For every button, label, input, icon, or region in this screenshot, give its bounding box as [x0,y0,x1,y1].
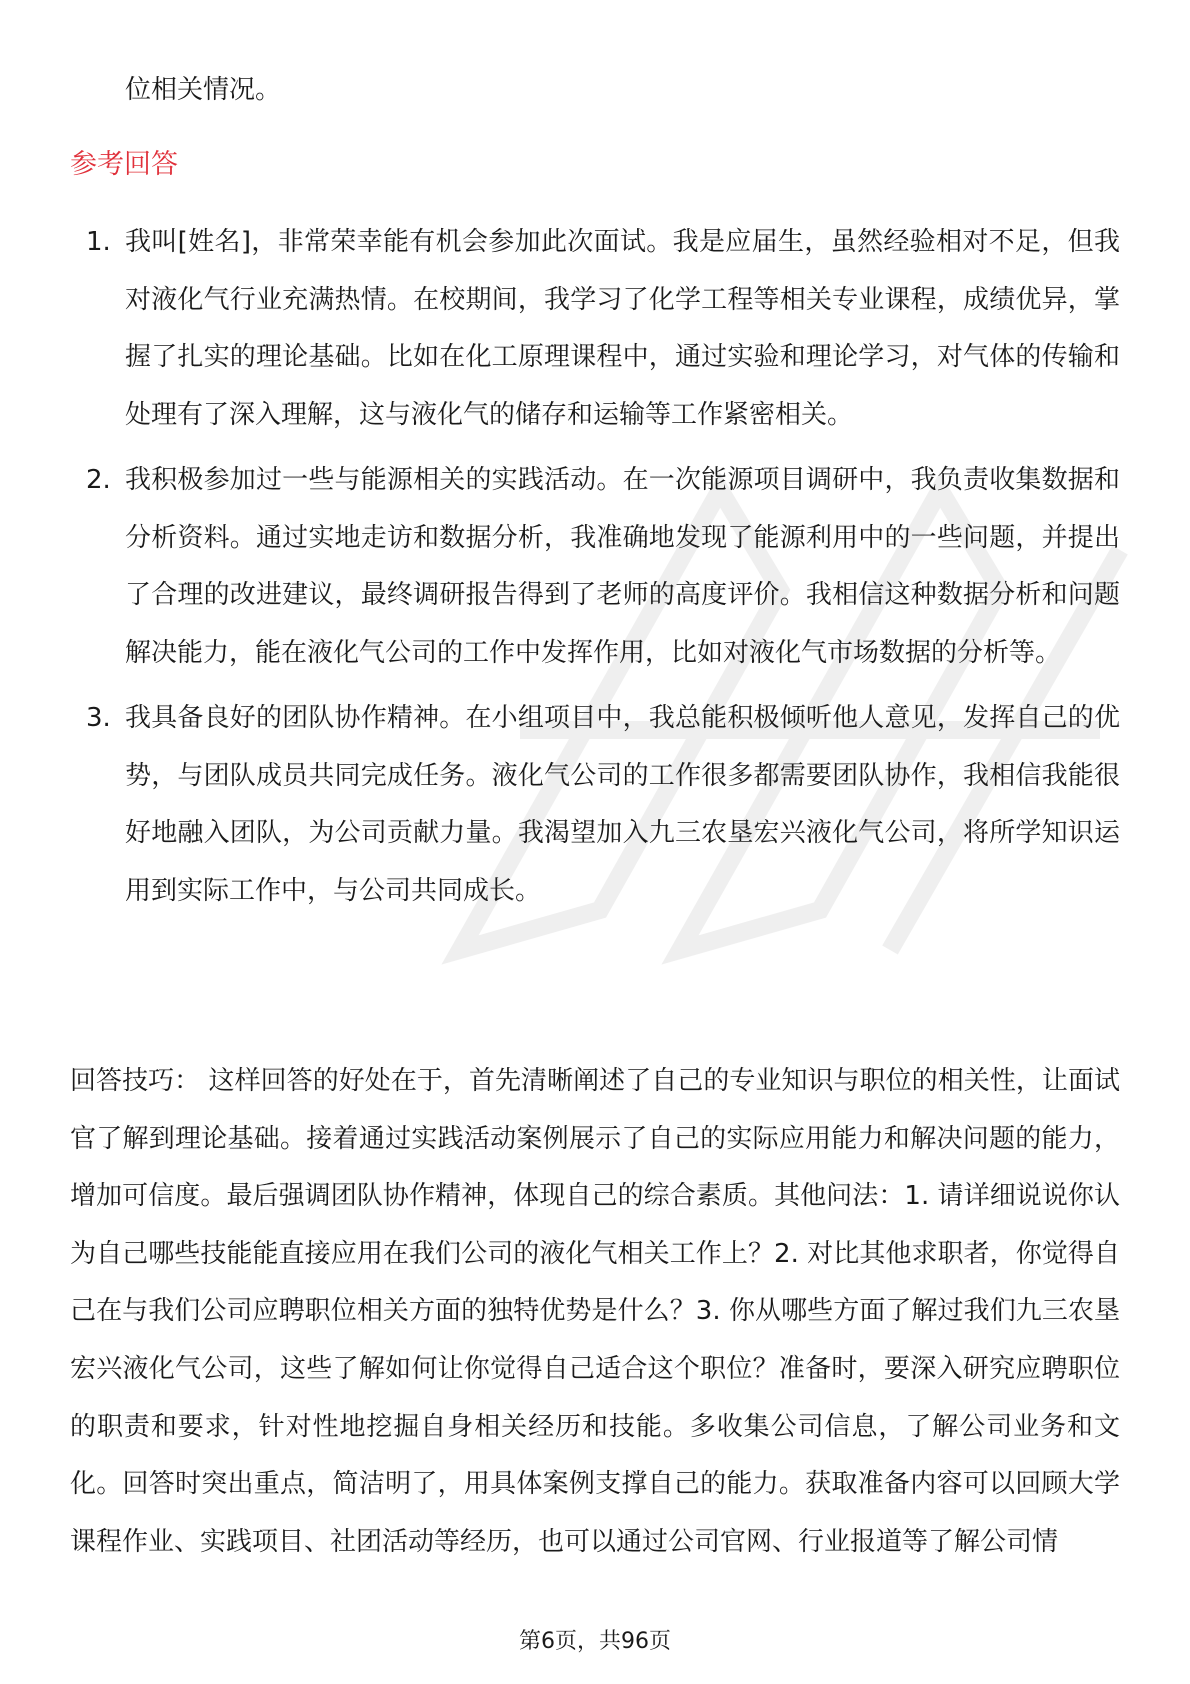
list-item [0,452,1190,682]
list-item-number: 2. [86,465,111,495]
list-item-text: 我积极参加过一些与能源相关的实践活动。在一次能源项目调研中，我负责收集数据和分析资料。通过实地走访和数据分析，我准确地发现了能源利用中的一些问题，并提出了合理的改进建议，最终调研报告得到了老师的高度评价。我相信这种数据分析和问题解决能力，能在液化气公司的工作中发挥作用，比如对液化气市场数据的分析等。 [125,465,1120,668]
list-item-number: 3. [86,703,111,733]
list-item-number: 1. [86,227,111,257]
section-heading: 参考回答 [70,149,178,180]
list-item [0,214,1190,444]
continuation-text: 位相关情况。 [125,75,282,105]
list-item-text: 我叫[姓名]，非常荣幸能有机会参加此次面试。我是应届生，虽然经验相对不足，但我对液化气行业充满热情。在校期间，我学习了化学工程等相关专业课程，成绩优异，掌握了扎实的理论基础。比如在化工原理课程中，通过实验和理论学习，对气体的传输和处理有了深入理解，这与液化气的储存和运输等工作紧密相关。 [125,227,1120,430]
answer-tips-paragraph: 回答技巧： 这样回答的好处在于，首先清晰阐述了自己的专业知识与职位的相关性，让面试官了解到理论基础。接着通过实践活动案例展示了自己的实际应用能力和解决问题的能力，增加可信度。最后强调团队协作精神，体现自己的综合素质。其他问法：1. 请详细说说你认为自己哪些技能能直接应用在我们公司的液化气相关工作上？2. 对比其他求职者，你觉得自己在与我们公司应聘职位相关方面的独特优势是什么？3. 你从哪些方面了解过我们九三农垦宏兴液化气公司，这些了解如何让你觉得自己适合这个职位？准备时，要深入研究应聘职位的职责和要求，针对性地挖掘自身相关经历和技能。多收集公司信息，了解公司业务和文化。回答时突出重点，简洁明了，用具体案例支撑自己的能力。获取准备内容可以回顾大学课程作业、实践项目、社团活动等经历，也可以通过公司官网、行业报道等了解公司情 [70,1066,1120,1557]
list-item-text: 我具备良好的团队协作精神。在小组项目中，我总能积极倾听他人意见，发挥自己的优势，与团队成员共同完成任务。液化气公司的工作很多都需要团队协作，我相信我能很好地融入团队，为公司贡献力量。我渴望加入九三农垦宏兴液化气公司，将所学知识运用到实际工作中，与公司共同成长。 [125,703,1120,906]
list-item [0,690,1190,920]
answer-list [0,214,1190,928]
page-number-footer: 第6页，共96页 [519,1629,671,1654]
